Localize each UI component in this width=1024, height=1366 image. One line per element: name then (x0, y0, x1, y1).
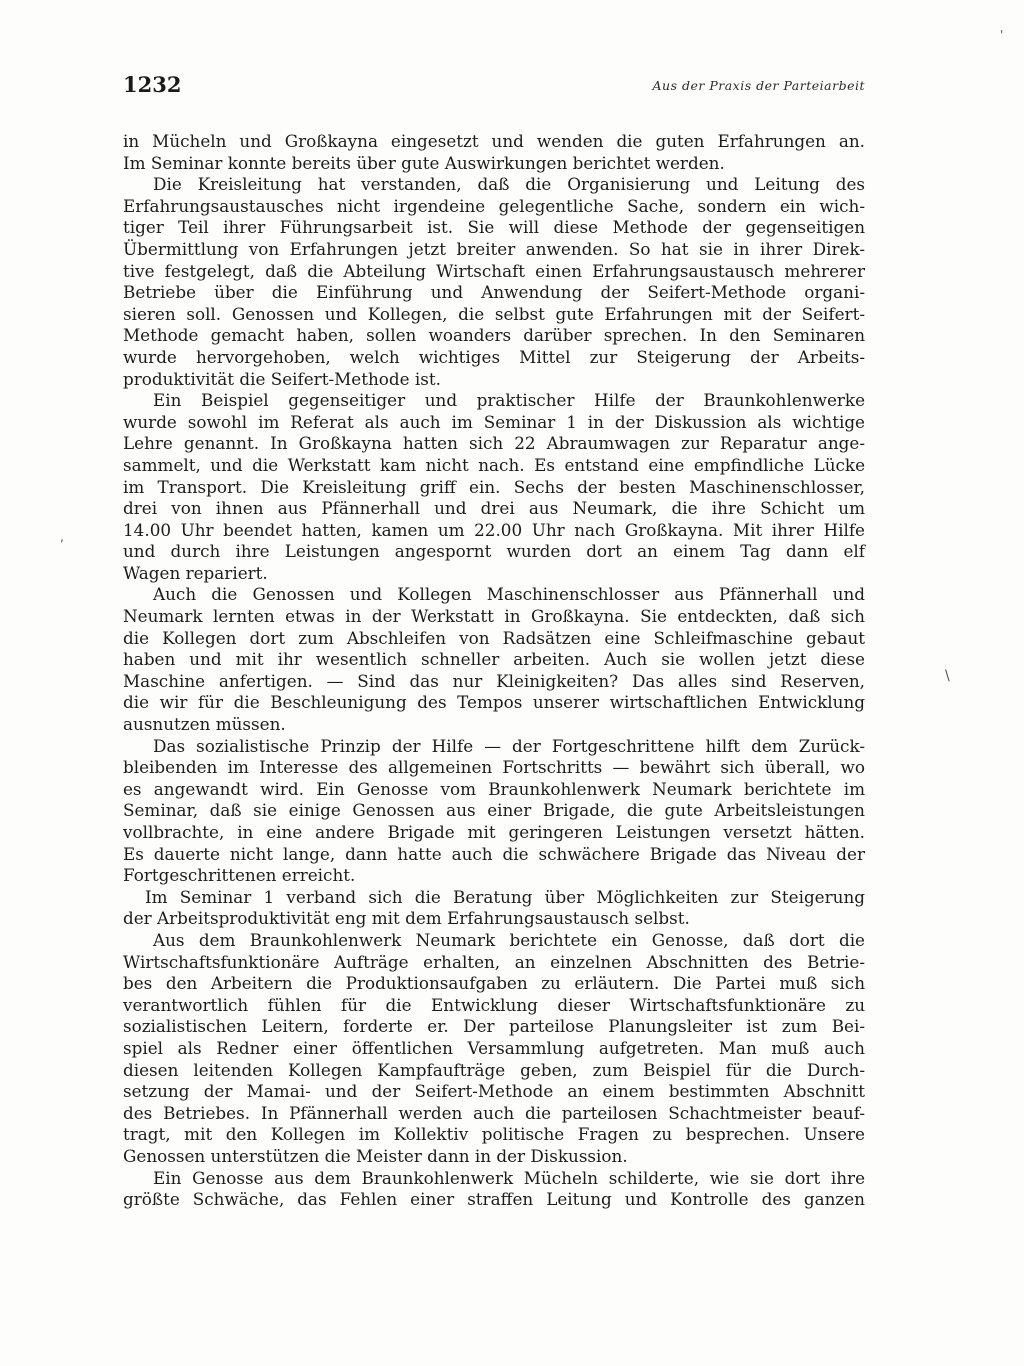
text-line: Im Seminar konnte bereits über gute Auswirkungen berichtet werden. (123, 152, 725, 173)
text-line: tiger Teil ihrer Führungsarbeit ist. Sie will diese Methode der gegenseitigen (123, 217, 865, 238)
text-line: wurde hervorgehoben, welch wichtiges Mittel zur Steigerung der Arbeits- (123, 346, 865, 367)
text-line: Genossen unterstützen die Meister dann in der Diskussion. (123, 1145, 628, 1166)
text-line: haben und mit ihr wesentlich schneller arbeiten. Auch sie wollen jetzt diese (123, 649, 865, 670)
text-line: in Mücheln und Großkayna eingesetzt und wenden die guten Erfahrungen an. (123, 131, 865, 151)
text-line: tragt, mit den Kollegen im Kollektiv politische Fragen zu besprechen. Unsere (123, 1124, 865, 1145)
text-line: setzung der Mamai- und der Seifert-Methode an einem bestimmten Abschnitt (123, 1081, 865, 1102)
text-line: Neumark lernten etwas in der Werkstatt in Großkayna. Sie entdeckten, daß sich (123, 606, 865, 627)
text-line: vollbrachte, in eine andere Brigade mit geringeren Leistungen versetzt hätten. (123, 822, 865, 842)
scan-speck: ' (1000, 28, 1004, 42)
text-line: diesen leitenden Kollegen Kampfaufträge geben, zum Beispiel für die Durch- (123, 1059, 865, 1080)
text-line: Es dauerte nicht lange, dann hatte auch die schwächere Brigade das Niveau der (123, 843, 865, 864)
body-text (123, 131, 865, 1211)
text-line: Seminar, daß sie einige Genossen aus einer Brigade, die gute Arbeitsleistungen (123, 800, 865, 821)
text-line: größte Schwäche, das Fehlen einer straffen Leitung und Kontrolle des ganzen (123, 1189, 865, 1210)
text-line: Im Seminar 1 verband sich die Beratung über Möglichkeiten zur Steigerung (145, 886, 865, 907)
text-line: Übermittlung von Erfahrungen jetzt breiter anwenden. So hat sie in ihrer Direk- (123, 238, 865, 259)
text-line: sieren soll. Genossen und Kollegen, die selbst gute Erfahrungen mit der Seifert- (123, 303, 865, 324)
text-line: Fortgeschrittenen erreicht. (123, 865, 356, 886)
text-line: die Kollegen dort zum Abschleifen von Radsätzen eine Schleifmaschine gebaut (123, 627, 865, 648)
text-line: Das sozialistische Prinzip der Hilfe — der Fortgeschrittene hilft dem Zurück- (153, 735, 865, 756)
text-line: Aus dem Braunkohlenwerk Neumark berichtete ein Genosse, daß dort die (153, 929, 865, 950)
scan-speck: \ (945, 668, 950, 684)
text-line: der Arbeitsproduktivität eng mit dem Erfahrungsaustausch selbst. (123, 908, 690, 929)
text-line: 14.00 Uhr beendet hatten, kamen um 22.00 Uhr nach Großkayna. Mit ihrer Hilfe (123, 519, 865, 540)
text-line: tive festgelegt, daß die Abteilung Wirtschaft einen Erfahrungsaustausch mehrerer (123, 260, 865, 281)
text-line: produktivität die Seifert-Methode ist. (123, 368, 441, 389)
text-line: Wirtschaftsfunktionäre Aufträge erhalten, an einzelnen Abschnitten des Betrie- (123, 951, 865, 972)
text-line: verantwortlich fühlen für die Entwicklung dieser Wirtschaftsfunktionäre zu (123, 994, 865, 1015)
text-line: drei von ihnen aus Pfännerhall und drei aus Neumark, die ihre Schicht um (123, 498, 865, 519)
text-line: bleibenden im Interesse des allgemeinen Fortschritts — bewährt sich überall, wo (123, 757, 865, 778)
text-line: Methode gemacht haben, sollen woanders darüber sprechen. In den Seminaren (123, 325, 865, 346)
page-number: 1232 (123, 72, 182, 97)
text-line: spiel als Redner einer öffentlichen Versammlung aufgetreten. Man muß auch (123, 1037, 865, 1058)
text-line: Die Kreisleitung hat verstanden, daß die Organisierung und Leitung des (153, 174, 865, 195)
text-line: Auch die Genossen und Kollegen Maschinenschlosser aus Pfännerhall und (153, 584, 865, 605)
text-line: und durch ihre Leistungen angespornt wurden dort an einem Tag dann elf (123, 541, 865, 562)
text-line: im Transport. Die Kreisleitung griff ein. Sechs der besten Maschinenschlosser, (123, 476, 865, 497)
text-line: ausnutzen müssen. (123, 714, 286, 735)
text-line: es angewandt wird. Ein Genosse vom Braunkohlenwerk Neumark berichtete im (123, 778, 865, 799)
text-line: die wir für die Beschleunigung des Tempos unserer wirtschaftlichen Entwicklung (123, 692, 865, 713)
text-line: wurde sowohl im Referat als auch im Seminar 1 in der Diskussion als wichtige (123, 411, 865, 432)
text-line: Lehre genannt. In Großkayna hatten sich 22 Abraumwagen zur Reparatur ange- (123, 433, 865, 454)
text-line: Wagen repariert. (123, 562, 268, 583)
text-line: des Betriebes. In Pfännerhall werden auch die parteilosen Schachtmeister beauf- (123, 1102, 865, 1123)
text-line: sammelt, und die Werkstatt kam nicht nach. Es entstand eine empfindliche Lücke (123, 454, 865, 475)
text-line: Betriebe über die Einführung und Anwendung der Seifert-Methode organi- (123, 282, 865, 303)
text-line: Erfahrungsaustausches nicht irgendeine gelegentliche Sache, sondern ein wich- (123, 195, 865, 216)
text-line: Ein Beispiel gegenseitiger und praktischer Hilfe der Braunkohlenwerke (153, 390, 865, 411)
text-line: Ein Genosse aus dem Braunkohlenwerk Mücheln schilderte, wie sie dort ihre (153, 1167, 865, 1188)
page-header (123, 72, 865, 102)
scan-speck: , (60, 530, 64, 544)
text-line: sozialistischen Leitern, forderte er. Der parteilose Planungsleiter ist zum Bei- (123, 1016, 865, 1037)
text-line: bes den Arbeitern die Produktionsaufgaben zu erläutern. Die Partei muß sich (123, 973, 865, 994)
running-head: Aus der Praxis der Parteiarbeit (652, 78, 865, 93)
text-line: Maschine anfertigen. — Sind das nur Kleinigkeiten? Das alles sind Reserven, (123, 670, 865, 691)
